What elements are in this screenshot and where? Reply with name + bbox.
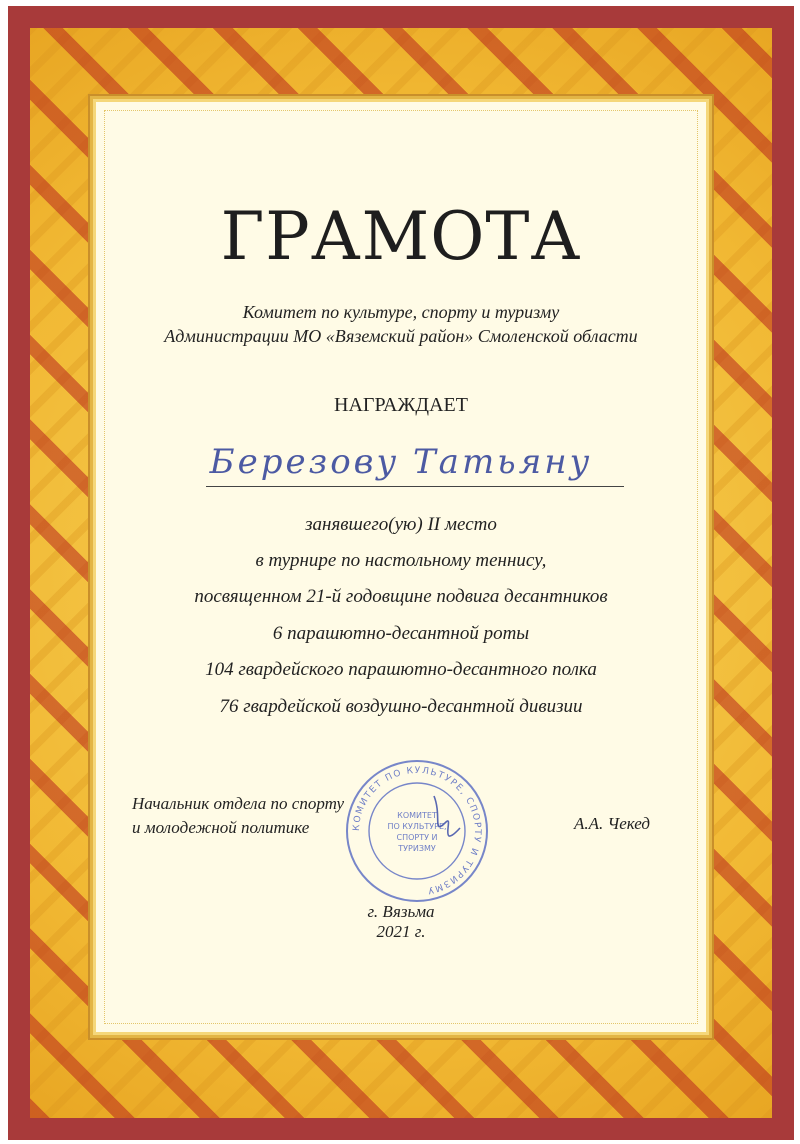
stamp-outer-text: КОМИТЕТ ПО КУЛЬТУРЕ, СПОРТУ И ТУРИЗМУ (351, 765, 483, 896)
city-text: г. Вязьма (367, 902, 435, 921)
official-stamp (342, 756, 492, 906)
stamp-center-line-2: ПО КУЛЬТУРЕ, (387, 822, 447, 831)
signatory-name: А.А. Чекед (574, 814, 651, 833)
event-line-1: в турнире по настольному теннису, (255, 550, 547, 571)
place-text: занявшего(ую) II место (305, 514, 497, 535)
recipient-handwritten-name: Березову Татьяну (209, 442, 593, 482)
organization-line-1: Комитет по культуре, спорту и туризму (242, 302, 560, 322)
signatory-title-line-1: Начальник отдела по спорту (132, 794, 344, 813)
year-text: 2021 г. (376, 922, 426, 941)
signatory-title (132, 792, 344, 840)
certificate-title: ГРАМОТА (220, 198, 582, 275)
event-line-4: 104 гвардейского парашютно-десантного полка (205, 659, 597, 680)
organization-line-2: Администрации МО «Вяземский район» Смоленской области (164, 326, 638, 346)
awards-label: НАГРАЖДАЕТ (334, 394, 468, 416)
recipient-underline (206, 486, 624, 487)
event-line-5: 76 гвардейской воздушно-десантной дивизии (219, 696, 583, 717)
signatory-title-line-2: и молодежной политике (132, 818, 310, 837)
certificate-page (8, 6, 794, 1140)
certificate-body (96, 102, 706, 1032)
stamp-center-line-1: КОМИТЕТ (397, 811, 437, 820)
event-line-3: 6 парашютно-десантной роты (272, 623, 530, 644)
stamp-center-line-3: СПОРТУ И (396, 833, 438, 842)
stamp-center-line-4: ТУРИЗМУ (398, 844, 436, 853)
event-line-2: посвященном 21-й годовщине подвига десантников (194, 586, 608, 607)
